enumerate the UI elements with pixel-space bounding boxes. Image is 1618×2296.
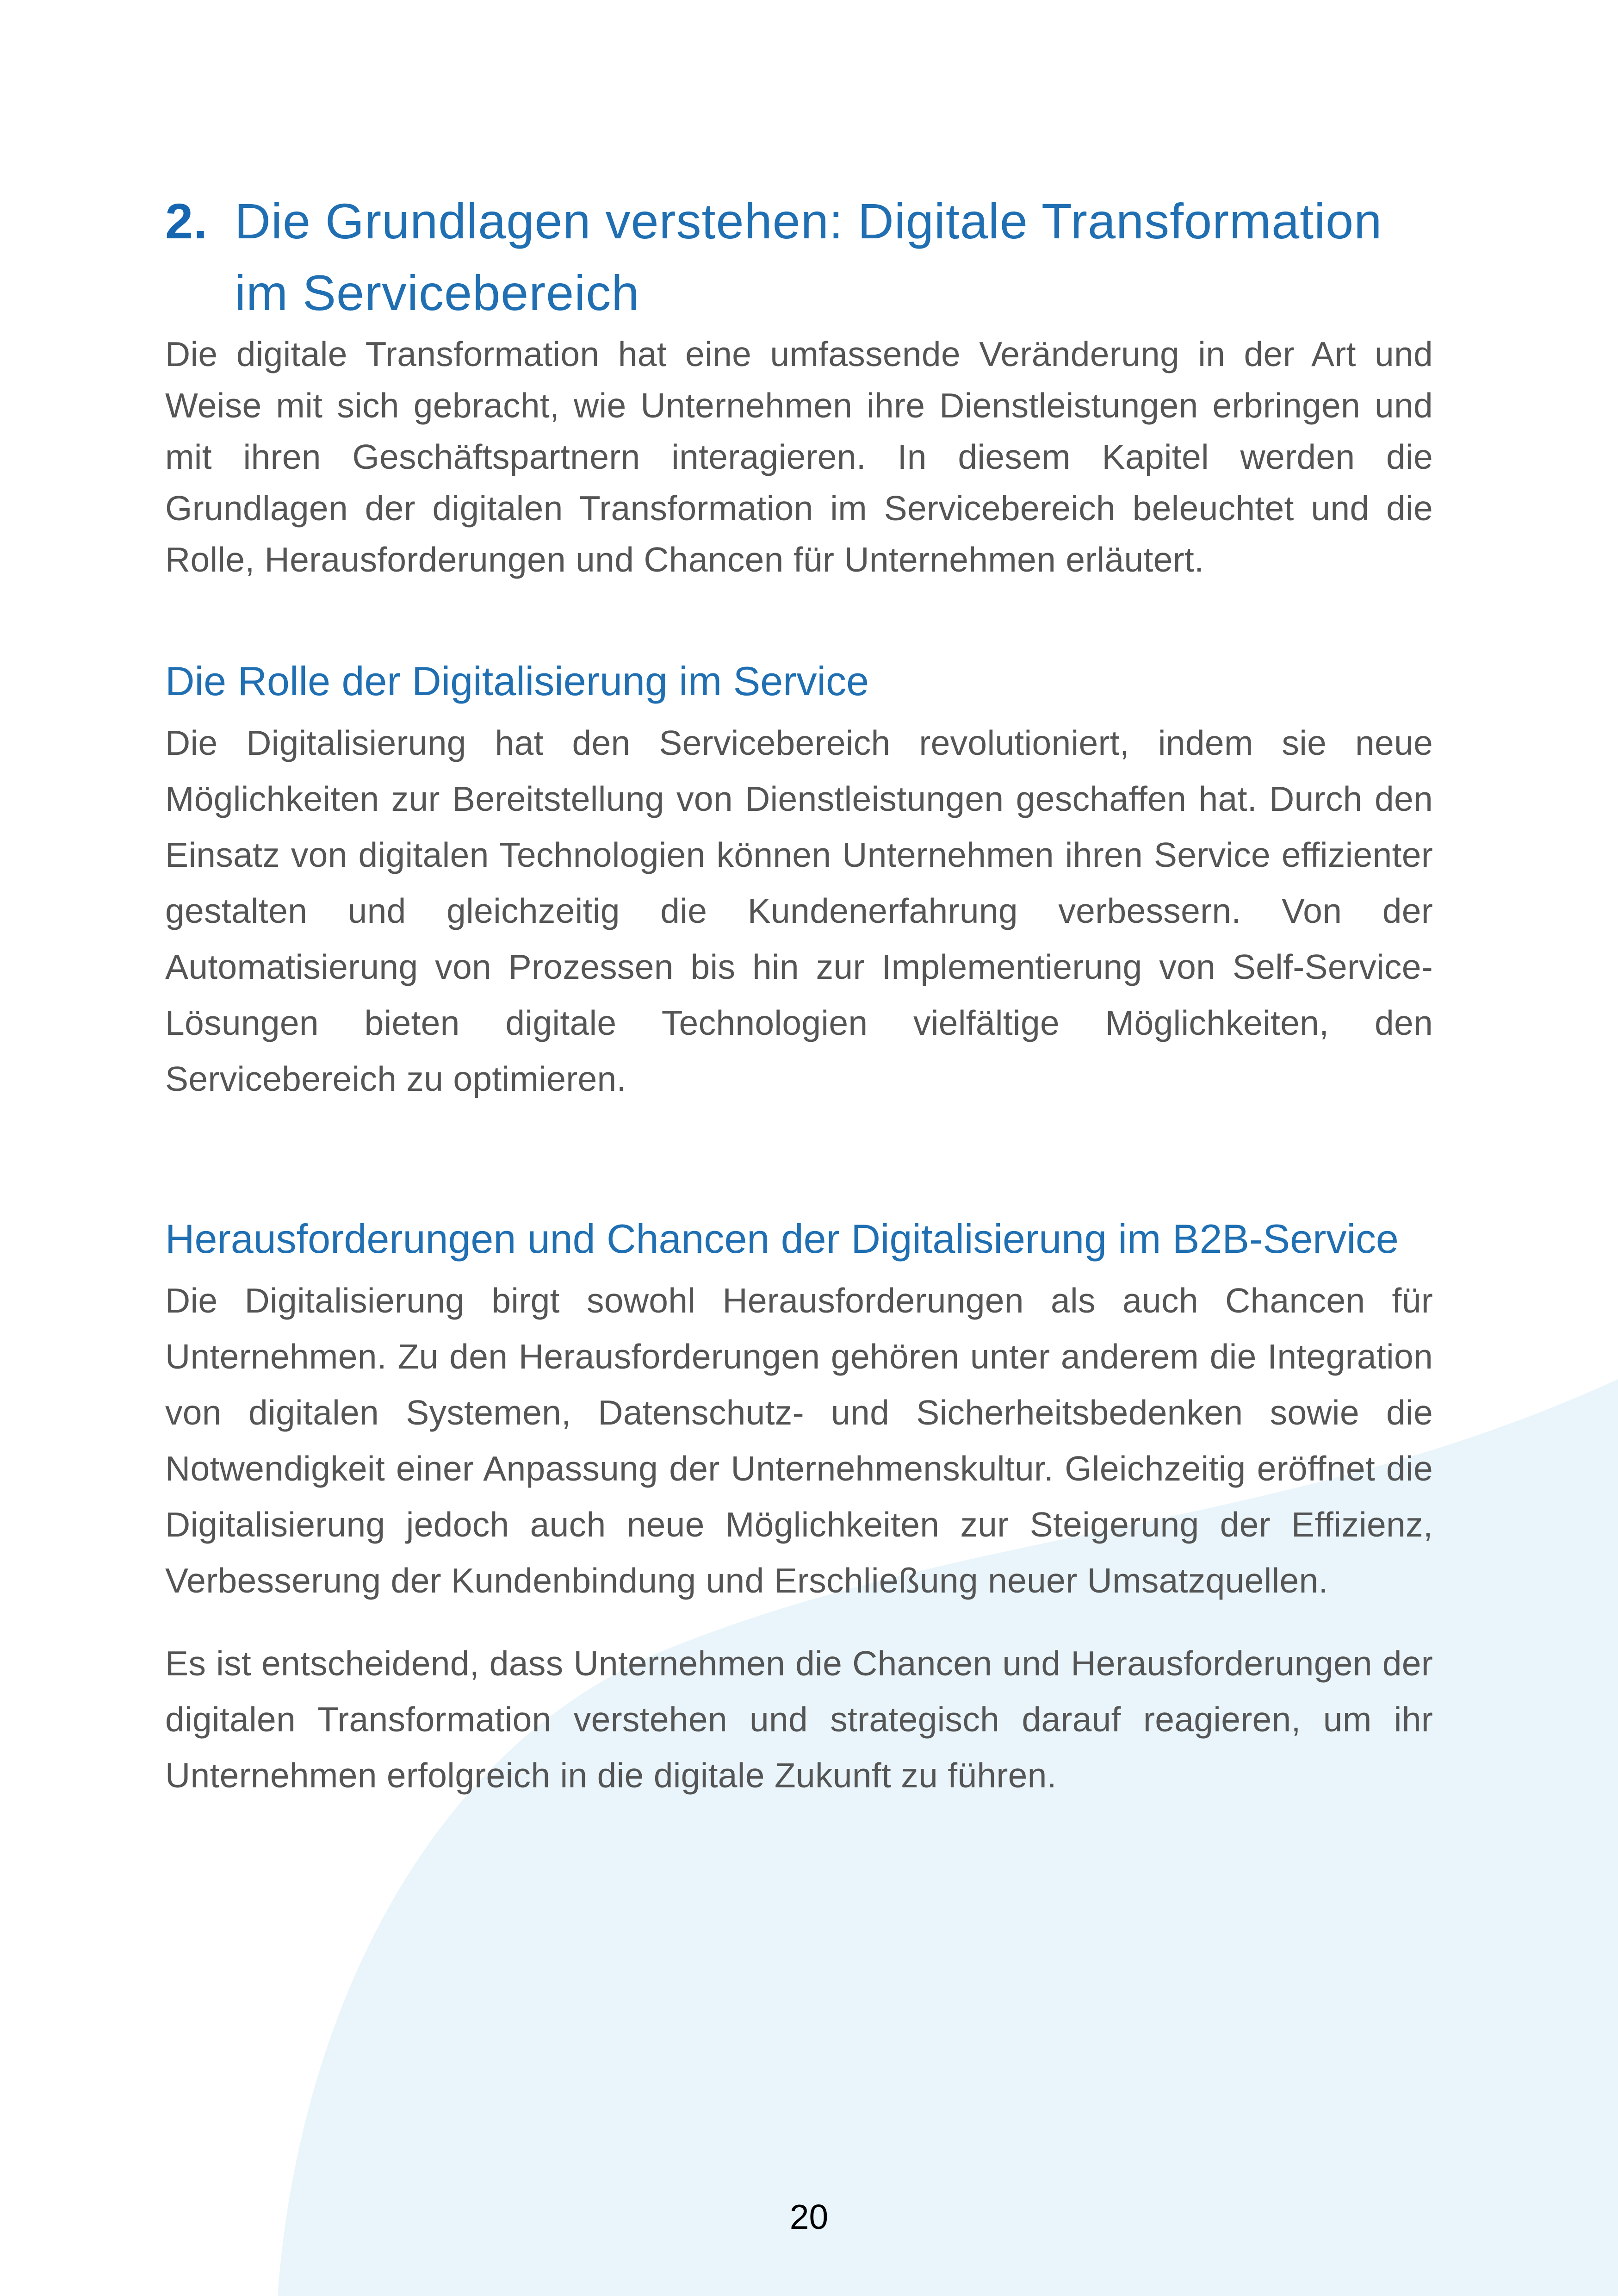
section-paragraph-rolle: Die Digitalisierung hat den Servicebereich revolutioniert, indem sie neue Möglichkeiten zur Bereitstellung von Dienstleistungen geschaffen hat. Durch den Einsatz von digitalen Technologien können Unternehmen ihren Service effizienter gestalten und gleichzeitig die Kundenerfahrung verbessern. Von der Automatisierung von Prozessen bis hin zur Implementierung von Self-Service-Lösungen bieten digitale Technologien vielfältige Möglichkeiten, den Servicebereich zu optimieren. — [165, 723, 1433, 1098]
closing-paragraph: Es ist entscheidend, dass Unternehmen die Chancen und Herausforderungen der digitalen Transformation verstehen und strategisch darauf reagieren, um ihr Unternehmen erfolgreich in die digitale Zukunft zu führen. — [165, 1644, 1433, 1795]
chapter-number: 2. — [165, 193, 208, 249]
section-paragraph-herausforderungen: Die Digitalisierung birgt sowohl Herausforderungen als auch Chancen für Unternehmen. Zu den Herausforderungen gehören unter anderem die Integration von digitalen Systemen, Datenschutz- und Sicherheitsbedenken sowie die Notwendigkeit einer Anpassung der Unternehmenskultur. Gleichzeitig eröffnet die Digitalisierung jedoch auch neue Möglichkeiten zur Steigerung der Effizienz, Verbesserung der Kundenbindung und Erschließung neuer Umsatzquellen. — [165, 1281, 1433, 1600]
page-number: 20 — [789, 2197, 829, 2236]
chapter-title — [165, 185, 1433, 329]
section-heading-herausforderungen: Herausforderungen und Chancen der Digitalisierung im B2B-Service — [165, 1216, 1399, 1262]
section-heading-rolle: Die Rolle der Digitalisierung im Service — [165, 658, 869, 704]
intro-paragraph: Die digitale Transformation hat eine umfassende Veränderung in der Art und Weise mit sich gebracht, wie Unternehmen ihre Dienstleistungen erbringen und mit ihren Geschäftspartnern interagieren. In diesem Kapitel werden die Grundlagen der digitalen Transformation im Servicebereich beleuchtet und die Rolle, Herausforderungen und Chancen für Unternehmen erläutert. — [165, 335, 1433, 579]
page-content — [165, 185, 1433, 1804]
chapter-title-text: Die Grundlagen verstehen: Digitale Transformation im Servicebereich — [235, 193, 1382, 321]
